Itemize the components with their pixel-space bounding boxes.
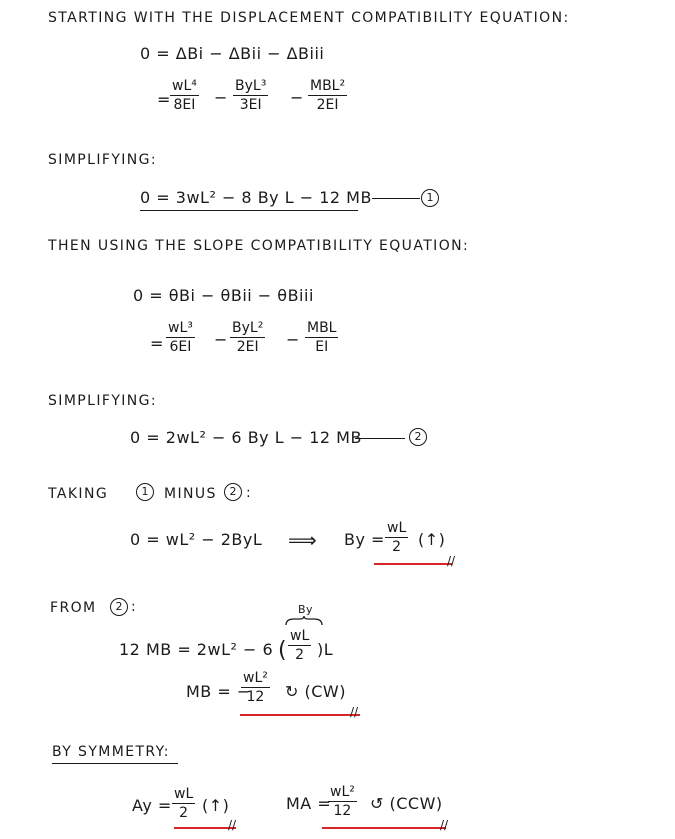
disp-eq-sign: = [157, 90, 171, 109]
slope-term-2-den: 2EI [236, 339, 259, 356]
slope-term-3 [305, 320, 338, 355]
ma-final-mark: // [440, 818, 449, 832]
heading-displacement: STARTING WITH THE DISPLACEMENT COMPATIBILITY EQUATION: [48, 10, 570, 26]
ay-label: Ay = [132, 796, 172, 815]
slope-term-1-num: wL³ [168, 320, 193, 336]
by-den: 2 [392, 539, 402, 556]
simp1-equation: 0 = 3wL² − 8 By L − 12 MB [140, 188, 372, 207]
mb-paren-open: ( [278, 638, 288, 663]
slope-eq-line1: 0 = θBi − θBii − θBiii [133, 286, 314, 305]
heading-slope: THEN USING THE SLOPE COMPATIBILITY EQUATION: [48, 238, 470, 254]
heading-from: FROM [50, 600, 97, 616]
ma-den: 12 [333, 803, 352, 820]
heading-minus: MINUS [164, 486, 217, 502]
heading-simplifying-2: SIMPLIFYING: [48, 393, 158, 409]
slope-term-1 [166, 320, 195, 355]
equation-ref-1: 1 [421, 189, 439, 207]
by-label: By = [344, 530, 385, 549]
simp2-equation: 0 = 2wL² − 6 By L − 12 MB [130, 428, 362, 447]
by-direction: (↑) [418, 530, 446, 549]
mb-result-fraction [241, 670, 270, 705]
simp1-leader-line [372, 198, 420, 199]
mb-inner-den: 2 [295, 647, 305, 664]
disp-term-3-den: 2EI [316, 97, 339, 114]
disp-term-3 [308, 78, 347, 113]
ay-red-underline [174, 827, 236, 829]
ay-fraction [172, 786, 195, 821]
fraction-bar [172, 803, 195, 804]
slope-term-2 [230, 320, 265, 355]
fraction-bar [385, 537, 408, 538]
disp-eq-line1: 0 = ΔBi − ΔBii − ΔBiii [140, 44, 325, 63]
fraction-bar [308, 95, 347, 96]
slope-term-2-num: ByL² [232, 320, 264, 336]
mb-final-mark: // [350, 705, 359, 719]
ma-label: MA = [286, 794, 332, 813]
ma-fraction [328, 784, 357, 819]
taking-ref-2: 2 [224, 483, 242, 501]
mb-inner-num: wL [290, 628, 310, 644]
by-red-underline [374, 563, 452, 565]
brace-label-by: By [298, 603, 314, 616]
by-fraction [385, 520, 408, 555]
ma-num: wL² [330, 784, 355, 800]
heading-symmetry: BY SYMMETRY: [52, 744, 170, 760]
simp2-leader-line [355, 438, 405, 439]
disp-term-1-num: wL⁴ [172, 78, 197, 94]
fraction-bar [241, 687, 270, 688]
disp-term-2-den: 3EI [239, 97, 262, 114]
implies-arrow: ⟹ [288, 528, 318, 552]
ma-red-underline [322, 827, 446, 829]
disp-minus-2: − [290, 88, 304, 107]
fraction-bar [166, 337, 195, 338]
mb-result-num: wL² [243, 670, 268, 686]
by-final-mark: // [447, 554, 456, 568]
mb-result-den: 12 [246, 689, 265, 706]
slope-term-1-den: 6EI [169, 339, 192, 356]
ay-final-mark: // [228, 818, 237, 832]
by-result-lhs: 0 = wL² − 2ByL [130, 530, 263, 549]
mb-red-underline [240, 714, 360, 716]
taking-ref-1: 1 [136, 483, 154, 501]
heading-taking-colon: : [246, 485, 253, 501]
fraction-bar [233, 95, 268, 96]
fraction-bar [230, 337, 265, 338]
heading-simplifying-1: SIMPLIFYING: [48, 152, 158, 168]
mb-result-lhs: MB = − [186, 682, 251, 701]
slope-term-3-num: MBL [307, 320, 337, 336]
ma-direction: ↺ (CCW) [370, 794, 443, 813]
by-num: wL [387, 520, 407, 536]
disp-term-1 [170, 78, 199, 113]
ay-num: wL [174, 786, 194, 802]
mb-inner-fraction [288, 628, 311, 663]
simp1-underline [140, 210, 358, 211]
disp-minus-1: − [214, 88, 228, 107]
from-ref-2: 2 [110, 598, 128, 616]
slope-minus-2: − [286, 330, 300, 349]
fraction-bar [170, 95, 199, 96]
slope-eq-sign: = [150, 334, 164, 353]
symmetry-underline [52, 763, 178, 764]
heading-from-colon: : [131, 599, 138, 615]
disp-term-3-num: MBL² [310, 78, 346, 94]
disp-term-2 [233, 78, 268, 113]
ay-den: 2 [179, 805, 189, 822]
disp-term-1-den: 8EI [173, 97, 196, 114]
mb-eq-lhs: 12 MB = 2wL² − 6 [119, 640, 274, 659]
fraction-bar [305, 337, 338, 338]
disp-term-2-num: ByL³ [235, 78, 267, 94]
mb-paren-close: )L [317, 640, 334, 659]
slope-term-3-den: EI [315, 339, 329, 356]
brace-icon [284, 616, 324, 626]
fraction-bar [288, 645, 311, 646]
fraction-bar [328, 801, 357, 802]
ay-direction: (↑) [202, 796, 230, 815]
heading-taking: TAKING [48, 486, 109, 502]
slope-minus-1: − [214, 330, 228, 349]
equation-ref-2: 2 [409, 428, 427, 446]
mb-result-direction: ↻ (CW) [285, 682, 346, 701]
